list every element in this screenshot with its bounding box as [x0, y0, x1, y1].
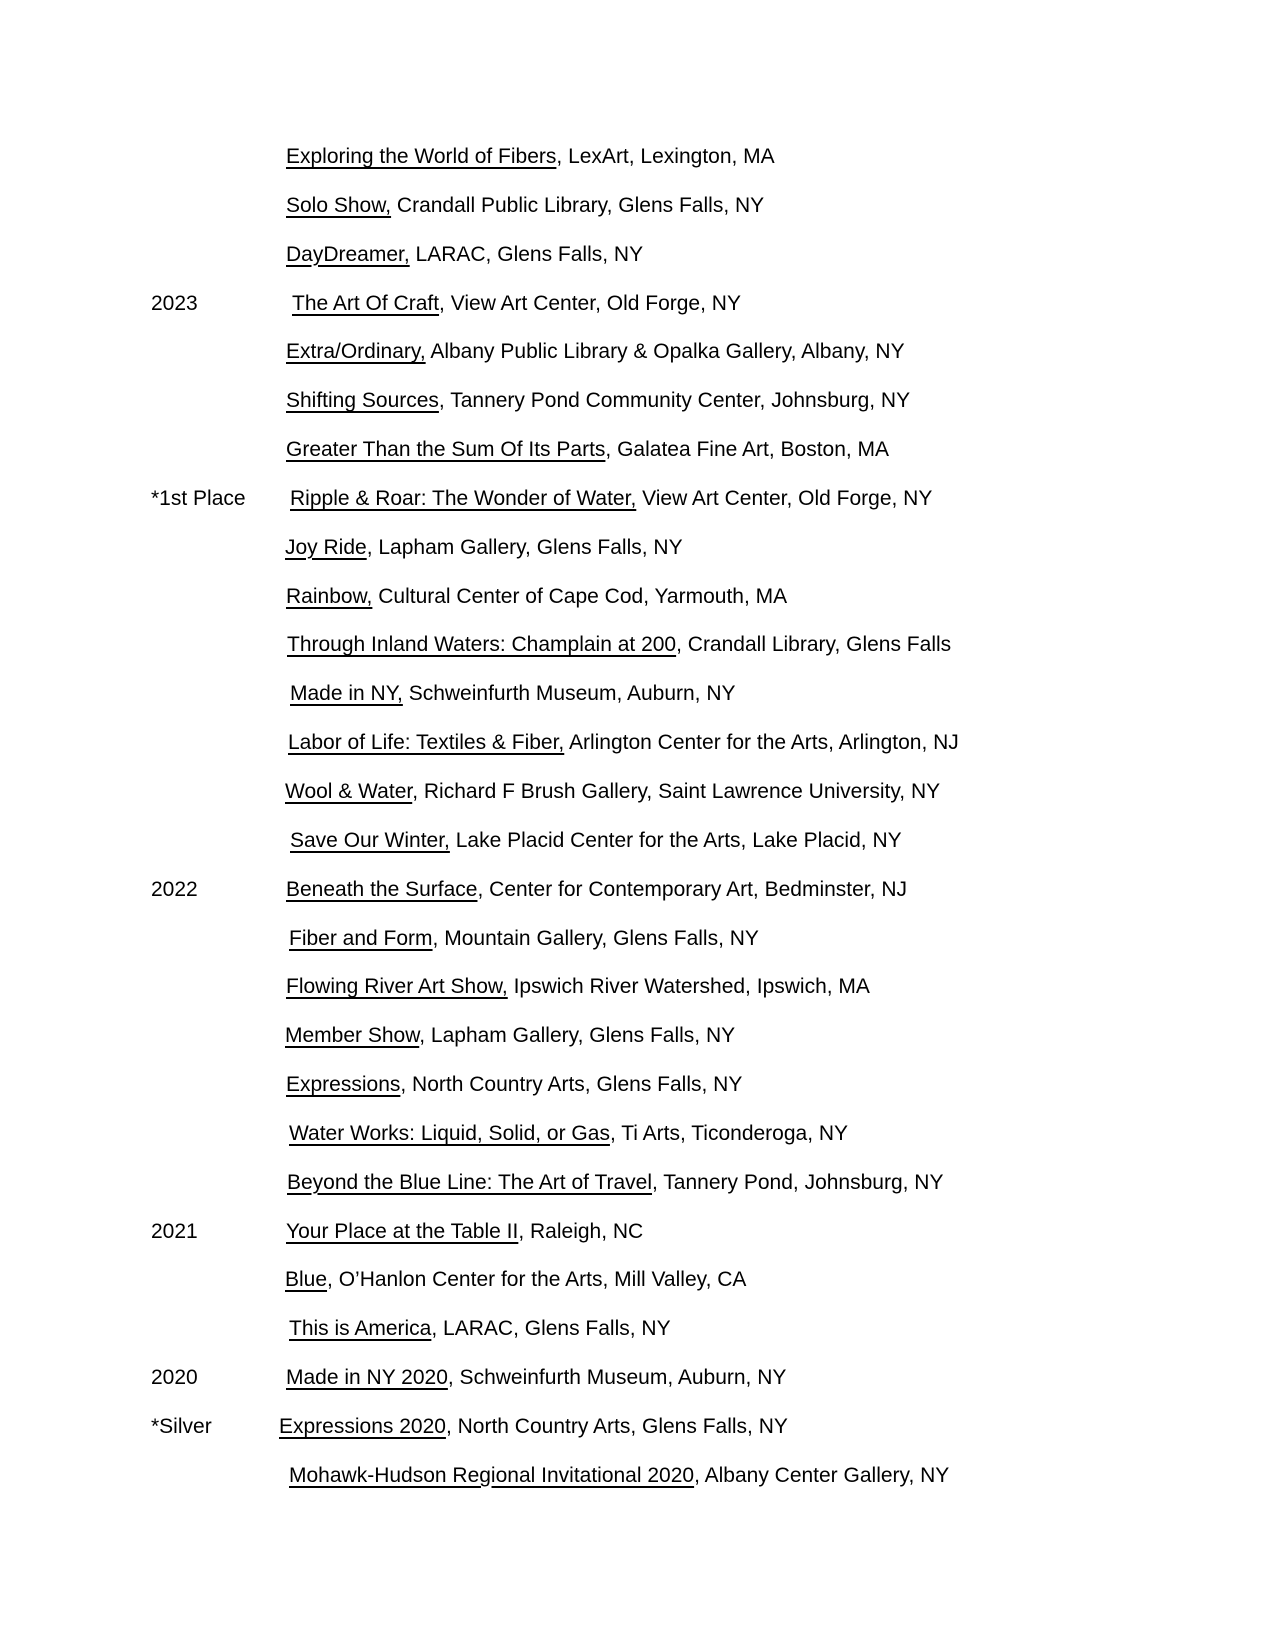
exhibition-row	[0, 1354, 1278, 1403]
exhibition-entry	[286, 573, 1278, 622]
exhibition-row	[0, 817, 1278, 866]
exhibition-row	[0, 1208, 1278, 1257]
exhibition-entry	[289, 1110, 1278, 1159]
exhibition-title: Wool & Water	[285, 779, 413, 803]
exhibition-entry	[285, 524, 1278, 573]
year-label: 2022	[151, 877, 198, 901]
exhibition-title: Water Works: Liquid, Solid, or Gas	[289, 1121, 610, 1145]
exhibition-venue: Albany Public Library & Opalka Gallery, Albany, NY	[425, 340, 905, 364]
exhibition-row	[0, 1061, 1278, 1110]
exhibition-row	[0, 1012, 1278, 1061]
exhibition-title: Save Our Winter,	[290, 828, 450, 852]
exhibition-title: Extra/Ordinary,	[286, 340, 426, 364]
exhibition-row	[0, 573, 1278, 622]
exhibition-title: Rainbow,	[286, 584, 373, 608]
exhibition-venue: , O’Hanlon Center for the Arts, Mill Valley, CA	[327, 1268, 747, 1292]
exhibition-title: Through Inland Waters: Champlain at 200	[287, 633, 677, 657]
exhibition-row	[0, 280, 1278, 329]
exhibition-entry	[287, 1159, 1278, 1208]
exhibition-venue: , Ti Arts, Ticonderoga, NY	[609, 1121, 849, 1145]
year-label: 2021	[151, 1219, 198, 1243]
exhibition-entry	[292, 280, 1278, 329]
exhibition-venue: Arlington Center for the Arts, Arlington, NJ	[564, 731, 959, 755]
exhibition-venue: Crandall Public Library, Glens Falls, NY	[391, 193, 765, 217]
exhibition-entry	[286, 866, 1278, 915]
exhibition-row	[0, 670, 1278, 719]
exhibition-entry	[286, 377, 1278, 426]
exhibition-entry	[288, 719, 1278, 768]
exhibition-row	[0, 621, 1278, 670]
exhibition-row	[0, 426, 1278, 475]
exhibition-venue: , Tannery Pond, Johnsburg, NY	[652, 1170, 944, 1194]
exhibition-entry	[287, 621, 1278, 670]
exhibition-venue: , View Art Center, Old Forge, NY	[439, 291, 741, 315]
exhibition-venue: Ipswich River Watershed, Ipswich, MA	[507, 975, 870, 999]
exhibition-row	[0, 1403, 1278, 1452]
exhibition-entry	[290, 670, 1278, 719]
exhibition-entry	[286, 963, 1278, 1012]
exhibition-venue: , Albany Center Gallery, NY	[694, 1463, 950, 1487]
exhibition-venue: Schweinfurth Museum, Auburn, NY	[402, 682, 736, 706]
exhibition-entry	[289, 1305, 1278, 1354]
exhibition-venue: , Crandall Library, Glens Falls	[676, 633, 952, 657]
award-label: *Silver	[151, 1414, 212, 1438]
exhibition-title: Expressions 2020	[279, 1414, 446, 1438]
exhibition-row	[0, 133, 1278, 182]
exhibition-row	[0, 1110, 1278, 1159]
exhibition-venue: , Lapham Gallery, Glens Falls, NY	[419, 1024, 736, 1048]
exhibition-title: The Art Of Craft	[292, 291, 440, 315]
exhibition-title: Shifting Sources	[286, 389, 439, 413]
exhibition-title: Your Place at the Table II	[286, 1219, 519, 1243]
exhibition-row	[0, 328, 1278, 377]
exhibition-title: Flowing River Art Show,	[286, 975, 508, 999]
year-label: 2020	[151, 1366, 198, 1390]
exhibition-entry	[286, 182, 1278, 231]
exhibition-title: Labor of Life: Textiles & Fiber,	[288, 731, 565, 755]
exhibition-row	[0, 1256, 1278, 1305]
exhibition-entry	[286, 328, 1278, 377]
exhibition-entry	[285, 768, 1278, 817]
exhibition-row	[0, 377, 1278, 426]
exhibition-entry	[285, 1012, 1278, 1061]
exhibition-title: Beyond the Blue Line: The Art of Travel	[287, 1170, 653, 1194]
exhibition-title: DayDreamer,	[286, 242, 410, 266]
exhibition-venue: LARAC, Glens Falls, NY	[409, 242, 644, 266]
exhibition-entry	[289, 1452, 1278, 1501]
exhibition-entry	[290, 475, 1278, 524]
exhibition-row	[0, 182, 1278, 231]
exhibition-venue: , Richard F Brush Gallery, Saint Lawrence University, NY	[412, 779, 941, 803]
exhibition-row	[0, 1452, 1278, 1501]
exhibition-entry	[285, 1256, 1278, 1305]
exhibition-row	[0, 475, 1278, 524]
exhibition-row	[0, 866, 1278, 915]
exhibition-title: Member Show	[285, 1024, 420, 1048]
award-label: *1st Place	[151, 486, 246, 510]
exhibition-row	[0, 231, 1278, 280]
exhibition-venue: , Galatea Fine Art, Boston, MA	[605, 438, 890, 462]
exhibition-venue: , Lapham Gallery, Glens Falls, NY	[366, 535, 683, 559]
exhibition-title: Expressions	[286, 1073, 401, 1097]
exhibition-entry	[286, 231, 1278, 280]
exhibition-venue: Cultural Center of Cape Cod, Yarmouth, MA	[372, 584, 788, 608]
exhibition-entry	[279, 1403, 1278, 1452]
exhibition-entry	[286, 426, 1278, 475]
exhibition-venue: , North Country Arts, Glens Falls, NY	[445, 1414, 788, 1438]
exhibition-title: Solo Show,	[286, 193, 392, 217]
exhibition-row	[0, 524, 1278, 573]
exhibition-title: Beneath the Surface	[286, 877, 478, 901]
exhibition-venue: , LARAC, Glens Falls, NY	[431, 1317, 671, 1341]
exhibition-title: Exploring the World of Fibers	[286, 145, 557, 168]
exhibition-venue: , Mountain Gallery, Glens Falls, NY	[432, 926, 759, 950]
exhibition-title: This is America	[289, 1317, 432, 1341]
exhibition-venue: View Art Center, Old Forge, NY	[636, 486, 933, 510]
exhibition-row	[0, 915, 1278, 964]
exhibition-venue: Lake Placid Center for the Arts, Lake Placid, NY	[449, 828, 902, 852]
exhibition-venue: , Tannery Pond Community Center, Johnsburg, NY	[438, 389, 911, 413]
exhibition-title: Ripple & Roar: The Wonder of Water,	[290, 486, 637, 510]
exhibition-row	[0, 1159, 1278, 1208]
exhibition-row	[0, 768, 1278, 817]
exhibition-entry	[290, 817, 1278, 866]
exhibition-entry	[286, 1061, 1278, 1110]
exhibition-entry	[286, 133, 1278, 182]
exhibition-title: Made in NY 2020	[286, 1366, 448, 1390]
exhibition-title: Made in NY,	[290, 682, 403, 706]
exhibition-row	[0, 963, 1278, 1012]
exhibition-entry	[286, 1208, 1278, 1257]
exhibition-venue: , LexArt, Lexington, MA	[556, 145, 775, 168]
exhibition-title: Greater Than the Sum Of Its Parts	[286, 438, 606, 462]
exhibition-venue: , Raleigh, NC	[518, 1219, 644, 1243]
exhibition-venue: , North Country Arts, Glens Falls, NY	[400, 1073, 743, 1097]
exhibition-entry	[286, 1354, 1278, 1403]
exhibition-title: Joy Ride	[285, 535, 367, 559]
exhibition-title: Mohawk-Hudson Regional Invitational 2020	[289, 1463, 695, 1487]
exhibition-venue: , Center for Contemporary Art, Bedminster, NJ	[477, 877, 907, 901]
exhibition-row	[0, 719, 1278, 768]
exhibition-venue: , Schweinfurth Museum, Auburn, NY	[447, 1366, 787, 1390]
exhibition-row	[0, 1305, 1278, 1354]
year-label: 2023	[151, 291, 198, 315]
exhibition-title: Fiber and Form	[289, 926, 433, 950]
exhibition-list	[0, 133, 1278, 1501]
exhibition-title: Blue	[285, 1268, 328, 1292]
exhibition-entry	[289, 915, 1278, 964]
